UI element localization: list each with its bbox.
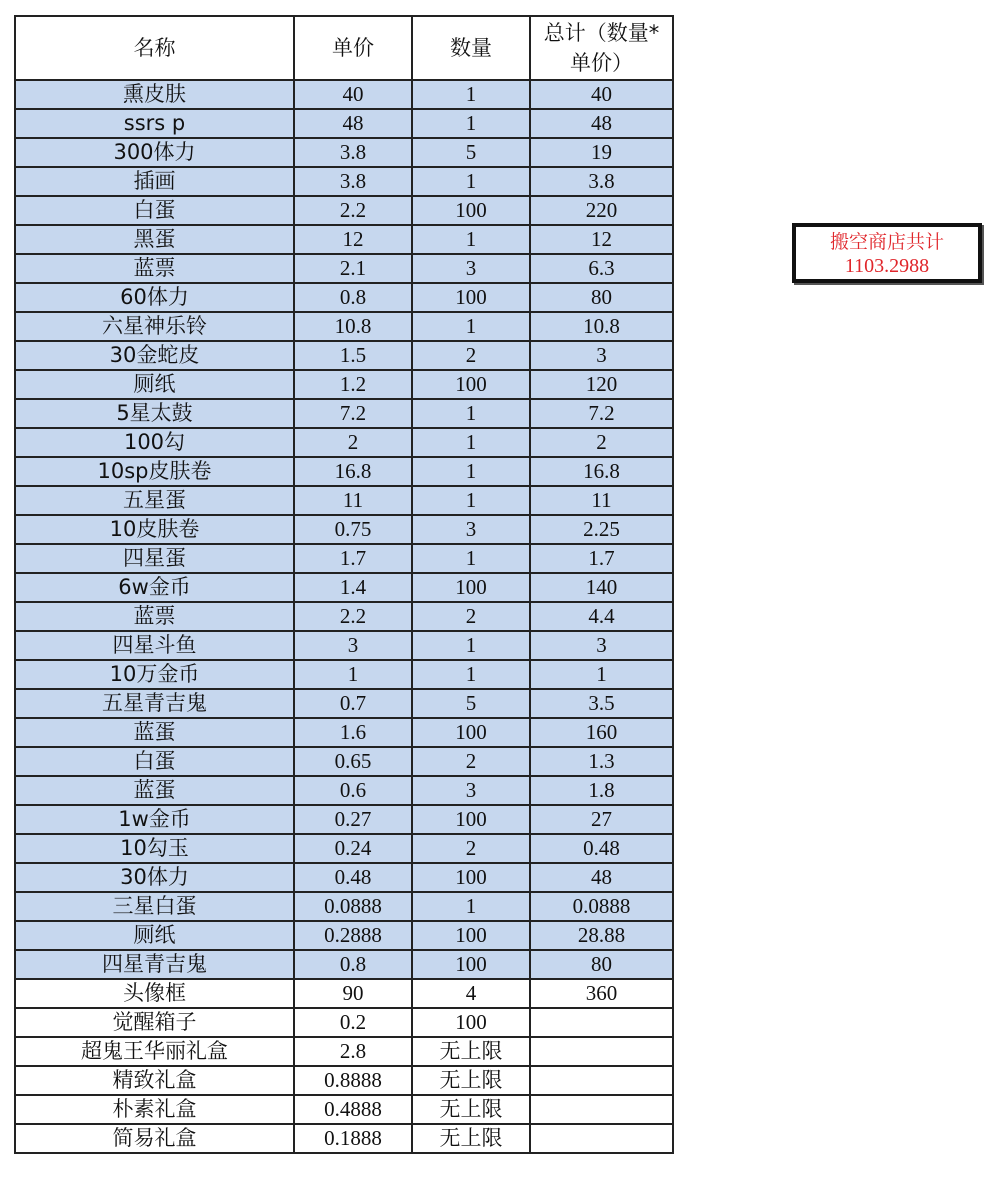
cell-qty: 无上限 — [412, 1037, 530, 1066]
cell-price: 2.1 — [294, 254, 412, 283]
cell-name: 厕纸 — [15, 921, 294, 950]
cell-name: 蓝票 — [15, 254, 294, 283]
cell-qty: 1 — [412, 109, 530, 138]
cell-qty: 100 — [412, 718, 530, 747]
cell-name: 30体力 — [15, 863, 294, 892]
cell-price: 3.8 — [294, 167, 412, 196]
cell-price: 0.8 — [294, 950, 412, 979]
cell-qty: 1 — [412, 225, 530, 254]
cell-qty: 3 — [412, 776, 530, 805]
cell-name: 五星青吉鬼 — [15, 689, 294, 718]
cell-name: 三星白蛋 — [15, 892, 294, 921]
cell-qty: 100 — [412, 950, 530, 979]
table-row — [15, 979, 673, 1008]
table-row — [15, 341, 673, 370]
table-row — [15, 283, 673, 312]
table-row — [15, 254, 673, 283]
cell-qty: 100 — [412, 863, 530, 892]
cell-total: 0.48 — [530, 834, 673, 863]
cell-price: 0.8888 — [294, 1066, 412, 1095]
table-row — [15, 921, 673, 950]
cell-price: 10.8 — [294, 312, 412, 341]
cell-total: 28.88 — [530, 921, 673, 950]
cell-price: 12 — [294, 225, 412, 254]
cell-price: 0.4888 — [294, 1095, 412, 1124]
cell-price: 0.2 — [294, 1008, 412, 1037]
cell-name: 蓝票 — [15, 602, 294, 631]
table-row — [15, 776, 673, 805]
table-row — [15, 109, 673, 138]
cell-total: 80 — [530, 283, 673, 312]
cell-name: 100勾 — [15, 428, 294, 457]
cell-price: 0.8 — [294, 283, 412, 312]
cell-price: 1.7 — [294, 544, 412, 573]
cell-name: 1w金币 — [15, 805, 294, 834]
cell-name: 5星太鼓 — [15, 399, 294, 428]
cell-qty: 100 — [412, 805, 530, 834]
cell-price: 90 — [294, 979, 412, 1008]
header-total — [530, 16, 673, 80]
cell-name: 10万金币 — [15, 660, 294, 689]
cell-name: 四星斗鱼 — [15, 631, 294, 660]
cell-total: 1.7 — [530, 544, 673, 573]
cell-qty: 1 — [412, 660, 530, 689]
cell-qty: 5 — [412, 689, 530, 718]
cell-qty: 100 — [412, 573, 530, 602]
cell-price: 2 — [294, 428, 412, 457]
cell-price: 1 — [294, 660, 412, 689]
cell-price: 1.6 — [294, 718, 412, 747]
cell-price: 0.0888 — [294, 892, 412, 921]
cell-name: 10sp皮肤卷 — [15, 457, 294, 486]
cell-qty: 100 — [412, 1008, 530, 1037]
cell-qty: 2 — [412, 341, 530, 370]
cell-name: 6w金币 — [15, 573, 294, 602]
cell-qty: 100 — [412, 283, 530, 312]
table-row — [15, 138, 673, 167]
cell-total: 3 — [530, 341, 673, 370]
cell-qty: 100 — [412, 370, 530, 399]
cell-name: 朴素礼盒 — [15, 1095, 294, 1124]
cell-qty: 1 — [412, 80, 530, 109]
table-row — [15, 805, 673, 834]
cell-total: 40 — [530, 80, 673, 109]
cell-total: 0.0888 — [530, 892, 673, 921]
cell-name: 白蛋 — [15, 747, 294, 776]
cell-total: 4.4 — [530, 602, 673, 631]
summary-value: 1103.2988 — [844, 255, 930, 277]
cell-total — [530, 1095, 673, 1124]
cell-total — [530, 1008, 673, 1037]
table-row — [15, 515, 673, 544]
cell-price: 0.7 — [294, 689, 412, 718]
table-row — [15, 167, 673, 196]
table-row — [15, 1124, 673, 1153]
cell-name: 蓝蛋 — [15, 776, 294, 805]
header-qty: 数量 — [412, 16, 530, 80]
cell-qty: 1 — [412, 486, 530, 515]
cell-name: 30金蛇皮 — [15, 341, 294, 370]
cell-qty: 2 — [412, 834, 530, 863]
cell-name: 精致礼盒 — [15, 1066, 294, 1095]
cell-price: 0.1888 — [294, 1124, 412, 1153]
cell-qty: 100 — [412, 921, 530, 950]
cell-total: 3.5 — [530, 689, 673, 718]
cell-total: 3 — [530, 631, 673, 660]
cell-total — [530, 1066, 673, 1095]
header-price: 单价 — [294, 16, 412, 80]
cell-name: 六星神乐铃 — [15, 312, 294, 341]
table-row — [15, 1066, 673, 1095]
cell-total: 48 — [530, 109, 673, 138]
cell-total — [530, 1124, 673, 1153]
cell-total: 10.8 — [530, 312, 673, 341]
cell-price: 2.8 — [294, 1037, 412, 1066]
cell-qty: 1 — [412, 544, 530, 573]
shop-price-table — [14, 15, 674, 1154]
header-total-line2: 单价） — [570, 51, 633, 75]
cell-price: 40 — [294, 80, 412, 109]
table-row — [15, 573, 673, 602]
cell-price: 0.48 — [294, 863, 412, 892]
cell-name: 熏皮肤 — [15, 80, 294, 109]
cell-total: 120 — [530, 370, 673, 399]
table-row — [15, 1095, 673, 1124]
summary-label: 搬空商店共计 — [829, 231, 944, 253]
table-row — [15, 544, 673, 573]
table-row — [15, 312, 673, 341]
cell-price: 16.8 — [294, 457, 412, 486]
header-total-line1: 总计（数量* — [543, 21, 660, 45]
cell-price: 48 — [294, 109, 412, 138]
table-header-row — [15, 16, 673, 80]
cell-total: 1.3 — [530, 747, 673, 776]
table-row — [15, 80, 673, 109]
table-row — [15, 1008, 673, 1037]
table-row — [15, 486, 673, 515]
cell-total: 2 — [530, 428, 673, 457]
table-row — [15, 892, 673, 921]
cell-total: 6.3 — [530, 254, 673, 283]
cell-total: 1 — [530, 660, 673, 689]
table-row — [15, 428, 673, 457]
cell-price: 0.65 — [294, 747, 412, 776]
table-row — [15, 660, 673, 689]
cell-name: 头像框 — [15, 979, 294, 1008]
cell-name: 四星青吉鬼 — [15, 950, 294, 979]
cell-price: 3 — [294, 631, 412, 660]
table-row — [15, 370, 673, 399]
cell-name: ssrs p — [15, 109, 294, 138]
cell-price: 0.27 — [294, 805, 412, 834]
cell-qty: 5 — [412, 138, 530, 167]
cell-qty: 3 — [412, 254, 530, 283]
cell-qty: 无上限 — [412, 1124, 530, 1153]
cell-qty: 3 — [412, 515, 530, 544]
header-name: 名称 — [15, 16, 294, 80]
cell-name: 黑蛋 — [15, 225, 294, 254]
cell-name: 蓝蛋 — [15, 718, 294, 747]
table-row — [15, 747, 673, 776]
table-row — [15, 863, 673, 892]
cell-price: 0.2888 — [294, 921, 412, 950]
cell-total: 19 — [530, 138, 673, 167]
cell-price: 1.4 — [294, 573, 412, 602]
table-row — [15, 1037, 673, 1066]
shop-total-summary-box — [792, 223, 982, 283]
cell-name: 10皮肤卷 — [15, 515, 294, 544]
cell-total: 140 — [530, 573, 673, 602]
table-row — [15, 457, 673, 486]
cell-name: 插画 — [15, 167, 294, 196]
cell-price: 0.24 — [294, 834, 412, 863]
cell-name: 300体力 — [15, 138, 294, 167]
table-row — [15, 689, 673, 718]
cell-name: 觉醒箱子 — [15, 1008, 294, 1037]
cell-qty: 1 — [412, 892, 530, 921]
cell-total: 7.2 — [530, 399, 673, 428]
cell-total: 27 — [530, 805, 673, 834]
cell-qty: 1 — [412, 167, 530, 196]
cell-name: 10勾玉 — [15, 834, 294, 863]
cell-total: 160 — [530, 718, 673, 747]
cell-qty: 无上限 — [412, 1095, 530, 1124]
cell-name: 简易礼盒 — [15, 1124, 294, 1153]
table-row — [15, 196, 673, 225]
cell-name: 60体力 — [15, 283, 294, 312]
cell-total: 1.8 — [530, 776, 673, 805]
cell-price: 1.5 — [294, 341, 412, 370]
cell-qty: 1 — [412, 457, 530, 486]
cell-total: 80 — [530, 950, 673, 979]
cell-qty: 100 — [412, 196, 530, 225]
cell-price: 2.2 — [294, 196, 412, 225]
cell-total — [530, 1037, 673, 1066]
cell-qty: 2 — [412, 747, 530, 776]
cell-price: 2.2 — [294, 602, 412, 631]
table-row — [15, 950, 673, 979]
cell-price: 0.75 — [294, 515, 412, 544]
table-row — [15, 718, 673, 747]
cell-name: 厕纸 — [15, 370, 294, 399]
table-row — [15, 834, 673, 863]
cell-price: 1.2 — [294, 370, 412, 399]
cell-total: 3.8 — [530, 167, 673, 196]
cell-total: 11 — [530, 486, 673, 515]
cell-qty: 1 — [412, 428, 530, 457]
cell-qty: 1 — [412, 399, 530, 428]
cell-qty: 1 — [412, 312, 530, 341]
table-row — [15, 399, 673, 428]
cell-total: 360 — [530, 979, 673, 1008]
cell-qty: 2 — [412, 602, 530, 631]
cell-total: 16.8 — [530, 457, 673, 486]
table-row — [15, 631, 673, 660]
cell-total: 48 — [530, 863, 673, 892]
cell-price: 3.8 — [294, 138, 412, 167]
cell-qty: 4 — [412, 979, 530, 1008]
table-row — [15, 602, 673, 631]
cell-price: 7.2 — [294, 399, 412, 428]
table-row — [15, 225, 673, 254]
cell-price: 0.6 — [294, 776, 412, 805]
cell-name: 五星蛋 — [15, 486, 294, 515]
cell-qty: 无上限 — [412, 1066, 530, 1095]
cell-total: 2.25 — [530, 515, 673, 544]
cell-name: 四星蛋 — [15, 544, 294, 573]
cell-name: 白蛋 — [15, 196, 294, 225]
cell-name: 超鬼王华丽礼盒 — [15, 1037, 294, 1066]
cell-total: 220 — [530, 196, 673, 225]
cell-total: 12 — [530, 225, 673, 254]
cell-price: 11 — [294, 486, 412, 515]
table-body — [15, 80, 673, 1153]
cell-qty: 1 — [412, 631, 530, 660]
